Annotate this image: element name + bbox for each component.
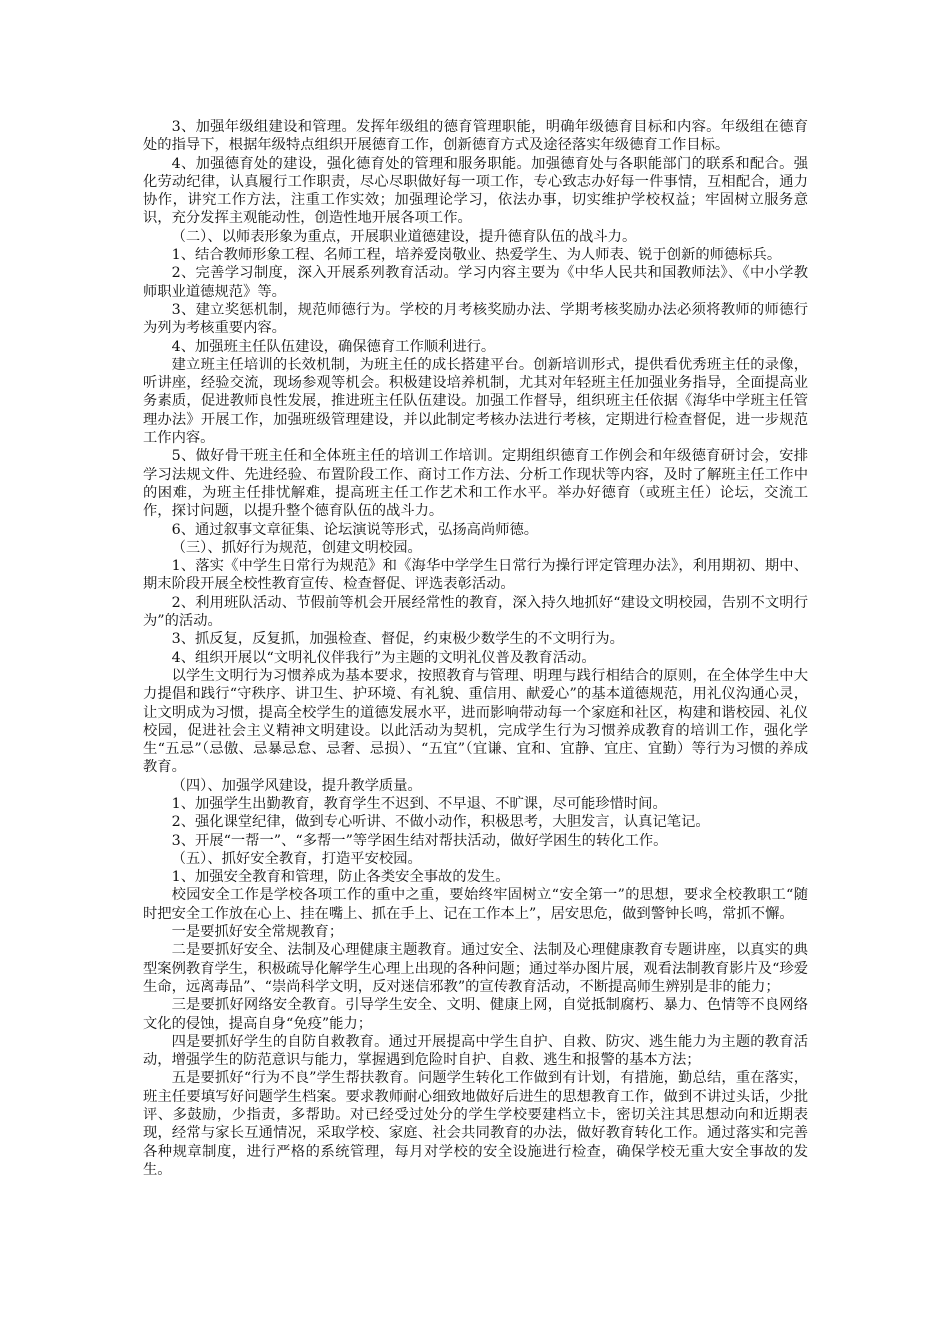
paragraph: 一是要抓好安全常规教育； [171, 924, 344, 941]
paragraph: 2、完善学习制度，深入开展系列教育活动。学习内容主要为《中华人民共和国教师法》、《中小学教师职业道德规范》等。 [143, 265, 808, 300]
paragraph: 3、加强年级组建设和管理。发挥年级组的德育管理职能，明确年级德育目标和内容。年级组在德育处的指导下，根据年级特点组织开展德育工作，创新德育方式及途径落实年级德育工作目标。 [143, 119, 808, 154]
paragraph: 建立班主任培训的长效机制，为班主任的成长搭建平台。创新培训形式，提供看优秀班主任的录像，听讲座，经验交流，现场参观等机会。积极建设培养机制，尤其对年轻班主任加强业务指导，全面提高业务素质，促进教师良性发展，推进班主任队伍建设。加强工作督导，组织班主任依据《海华中学班主任管理办法》开展工作，加强班级管理建设，并以此制定考核办法进行考核，定期进行检查督促，进一步规范工作内容。 [143, 356, 808, 447]
paragraph: 2、强化课堂纪律，做到专心听讲、不做小动作，积极思考，大胆发言，认真记笔记。 [171, 814, 710, 831]
paragraph: 6、通过叙事文章征集、论坛演说等形式，弘扬高尚师德。 [171, 521, 539, 538]
paragraph: 3、开展“一帮一”、“多帮一”等学困生结对帮扶活动，做好学困生的转化工作。 [171, 832, 668, 849]
paragraph: 1、加强安全教育和管理，防止各类安全事故的发生。 [171, 869, 510, 886]
paragraph: 1、落实《中学生日常行为规范》和《海华中学学生日常行为操行评定管理办法》，利用期初、期中、期末阶段开展全校性教育宣传、检查督促、评选表彰活动。 [143, 558, 808, 593]
paragraph: 4、加强班主任队伍建设，确保德育工作顺利进行。 [171, 338, 496, 355]
section-heading: （三）、抓好行为规范，创建文明校园。 [171, 539, 422, 556]
document-body [143, 118, 808, 1179]
section-heading: （四）、加强学风建设，提升教学质量。 [171, 777, 422, 794]
paragraph: 2、利用班队活动、节假前等机会开展经常性的教育，深入持久地抓好“建设文明校园，告别不文明行为”的活动。 [143, 594, 808, 630]
paragraph: 校园安全工作是学校各项工作的重中之重，要始终牢固树立“安全第一”的思想，要求全校教职工“随时把安全工作放在心上、挂在嘴上、抓在手上、记在工作本上”，居安思危，做到警钟长鸣，常抓不懈。 [143, 887, 808, 922]
paragraph: 5、做好骨干班主任和全体班主任的培训工作培训。定期组织德育工作例会和年级德育研讨会，安排学习法规文件、先进经验、布置阶段工作、商讨工作方法、分析工作现状等内容，及时了解班主任工作中的困难，为班主任排忧解难，提高班主任工作艺术和工作水平。举办好德育（或班主任）论坛，交流工作，探讨问题，以提升整个德育队伍的战斗力。 [143, 448, 808, 520]
paragraph: 1、加强学生出勤教育，教育学生不迟到、不早退、不旷课，尽可能珍惜时间。 [171, 795, 667, 812]
paragraph: 五是要抓好“行为不良”学生帮扶教育。问题学生转化工作做到有计划，有措施，勤总结，重在落实，班主任要填写好问题学生档案。要求教师耐心细致地做好后进生的思想教育工作，做到不讲过头话，少批评、多鼓励，少指责，多帮助。对已经受过处分的学生学校要建档立卡，密切关注其思想动向和近期表现，经常与家长互通情况，采取学校、家庭、社会共同教育的办法，做好教育转化工作。通过落实和完善各种规章制度，进行严格的系统管理，每月对学校的安全设施进行检查，确保学校无重大安全事故的发生。 [143, 1070, 808, 1178]
paragraph: 3、建立奖惩机制，规范师德行为。学校的月考核奖励办法、学期考核奖励办法必须将教师的师德行为列为考核重要内容。 [143, 301, 808, 337]
paragraph: 四是要抓好学生的自防自救教育。通过开展提高中学生自护、自救、防灾、逃生能力为主题的教育活动，增强学生的防范意识与能力，掌握遇到危险时自护、自救、逃生和报警的基本方法； [143, 1033, 808, 1069]
paragraph: 以学生文明行为习惯养成为基本要求，按照教育与管理、明理与践行相结合的原则，在全体学生中大力提倡和践行“守秩序、讲卫生、护环境、有礼貌、重信用、献爱心”的基本道德规范，用礼仪沟通心灵，让文明成为习惯，提高全校学生的道德发展水平，进而影响带动每一个家庭和社区，构建和谐校园、礼仪校园，促进社会主义精神文明建设。以此活动为契机，完成学生行为习惯养成教育的培训工作，强化学生“五忌”（忌傲、忌暴忌怠、忌奢、忌损）、“五宜”（宜谦、宜和、宜静、宜庄、宜勤）等行为习惯的养成教育。 [143, 667, 808, 776]
section-heading: （二）、以师表形象为重点，开展职业道德建设，提升德育队伍的战斗力。 [171, 228, 637, 245]
paragraph: 三是要抓好网络安全教育。引导学生安全、文明、健康上网，自觉抵制腐朽、暴力、色情等不良网络文化的侵蚀，提高自身“免疫”能力； [143, 997, 808, 1032]
section-heading: （五）、抓好安全教育，打造平安校园。 [171, 850, 422, 867]
paragraph: 4、加强德育处的建设，强化德育处的管理和服务职能。加强德育处与各职能部门的联系和配合。强化劳动纪律，认真履行工作职责，尽心尽职做好每一项工作，专心致志办好每一件事情，互相配合，通力协作，讲究工作方法，注重工作实效；加强理论学习，依法办事，切实维护学校权益；牢固树立服务意识，充分发挥主观能动性，创造性地开展各项工作。 [143, 155, 808, 227]
paragraph: 二是要抓好安全、法制及心理健康主题教育。通过安全、法制及心理健康教育专题讲座，以真实的典型案例教育学生，积极疏导化解学生心理上出现的各种问题；通过举办图片展，观看法制教育影片及“珍爱生命，远离毒品”、“崇尚科学文明，反对迷信邪教”的宣传教育活动，不断提高师生辨别是非的能力； [143, 942, 808, 995]
paragraph: 4、组织开展以“文明礼仪伴我行”为主题的文明礼仪普及教育活动。 [171, 649, 596, 666]
paragraph: 1、结合教师形象工程、名师工程，培养爱岗敬业、热爱学生、为人师表、锐于创新的师德标兵。 [171, 247, 782, 264]
paragraph: 3、抓反复，反复抓，加强检查、督促，约束极少数学生的不文明行为。 [171, 631, 624, 648]
